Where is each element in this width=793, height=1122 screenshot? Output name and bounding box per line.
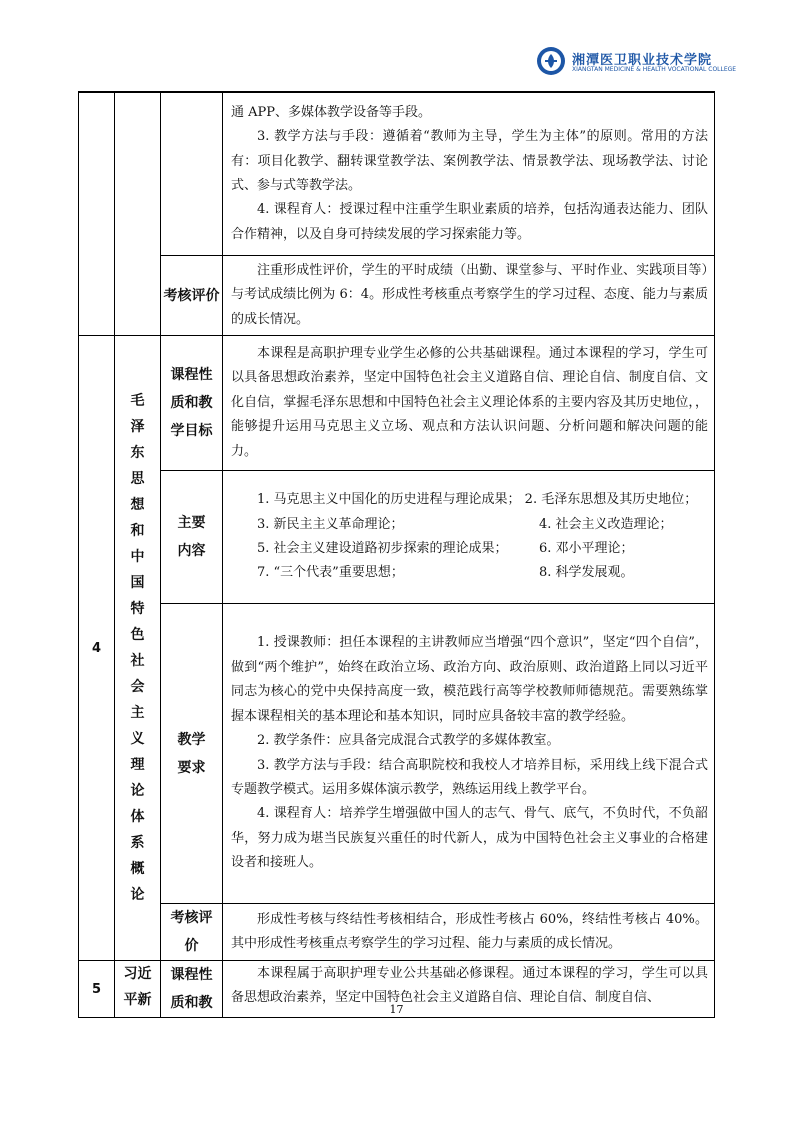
paragraph: 4. 课程育人：授课过程中注重学生职业素质的培养，包括沟通表达能力、团队合作精神，以及自身可持续发展的学习探索能力等。	[231, 202, 708, 242]
list-item: 6. 邓小平理论；	[539, 541, 634, 556]
list-item: 5. 社会主义建设道路初步探索的理论成果；	[257, 541, 508, 556]
paragraph: 注重形成性评价，学生的平时成绩（出勤、课堂参与、平时作业、实践项目等）与考试成绩比例为 6：4。形成性考核重点考察学生的学习过程、态度、能力与素质的成长情况。	[231, 262, 708, 327]
row-label: 考核评价	[161, 904, 223, 961]
list-item: 3. 新民主主义革命理论；	[257, 516, 404, 532]
row-label: 考核评价	[161, 256, 223, 336]
page-number: 17	[389, 1003, 404, 1016]
table-row	[79, 904, 715, 961]
paragraph: 形成性考核与终结性考核相结合，形成性考核占 60%，终结性考核占 40%。其中形成性考核重点考察学生的学习过程、能力与素质的成长情况。	[231, 911, 708, 951]
table-row	[79, 471, 715, 604]
course-cell	[115, 92, 161, 336]
paragraph: 4. 课程育人：培养学生增强做中国人的志气、骨气、底气，不负时代，不负韶华，努力成为堪当民族复兴重任的时代新人，成为中国特色社会主义事业的合格建设者和接班人。	[231, 806, 708, 871]
content-cell	[223, 256, 715, 336]
school-seal-icon	[536, 46, 566, 76]
course-name: 习近平新	[115, 961, 161, 1018]
content-cell	[223, 336, 715, 471]
table-row	[79, 604, 715, 904]
row-label: 课程性质和教	[161, 961, 223, 1018]
course-name: 毛泽东思想和中国特色社会主义理论体系概论	[115, 336, 161, 961]
row-index: 5	[79, 961, 115, 1018]
table-row	[79, 256, 715, 336]
row-index: 4	[79, 336, 115, 961]
school-name-cn: 湘潭医卫职业技术学院	[572, 53, 713, 68]
index-cell	[79, 92, 115, 336]
paragraph: 本课程属于高职护理专业公共基础必修课程。通过本课程的学习，学生可以具备思想政治素养，坚定中国特色社会主义道路自信、理论自信、制度自信、	[231, 966, 708, 1006]
school-name-en: XIANGTAN MEDICINE & HEALTH VOCATIONAL COLLEGE	[572, 66, 737, 73]
list-item: 4. 社会主义改造理论；	[539, 516, 673, 532]
row-label: 主要内容	[161, 471, 223, 604]
paragraph: 3. 教学方法与手段：遵循着“教师为主导，学生为主体”的原则。常用的方法有：项目化教学、翻转课堂教学法、案例教学法、情景教学法、现场教学法、讨论式、参与式等教学法。	[231, 129, 708, 193]
list-item: 7. “三个代表”重要思想；	[257, 565, 404, 581]
content-cell	[223, 604, 715, 904]
list-item: 1. 马克思主义中国化的历史进程与理论成果； 2. 毛泽东思想及其历史地位；	[257, 492, 698, 508]
row-label: 教学要求	[161, 604, 223, 904]
content-cell	[223, 92, 715, 256]
row-label: 课程性质和教学目标	[161, 336, 223, 471]
paragraph: 本课程是高职护理专业学生必修的公共基础课程。通过本课程的学习，学生可以具备思想政治素养，坚定中国特色社会主义道路自信、理论自信、制度自信、文化自信，掌握毛泽东思想和中国特色社会主义理论体系的主要内容及其历史地位，，能够提升运用马克思主义立场、观点和方法认识问题、分析问题和解决问题的能力。	[231, 345, 708, 459]
list-item: 8. 科学发展观。	[539, 565, 634, 581]
content-cell	[223, 904, 715, 961]
content-cell	[223, 471, 715, 604]
paragraph: 3. 教学方法与手段：结合高职院校和我校人才培养目标，采用线上线下混合式专题教学模式。运用多媒体演示教学，熟练运用线上教学平台。	[231, 757, 708, 797]
content-grid	[231, 513, 708, 586]
curriculum-table	[78, 91, 715, 1018]
paragraph: 2. 教学条件：应具备完成混合式教学的多媒体教室。	[257, 733, 560, 749]
paragraph: 1. 授课教师：担任本课程的主讲教师应当增强“四个意识”，坚定“四个自信”，做到“两个维护”，始终在政治立场、政治方向、政治原则、政治道路上同以习近平同志为核心的党中央保持高度一致，模范践行高等学校教师师德规范。需要熟练掌握本课程相关的基本理论和基本知识，同时应具备较丰富的教学经验。	[231, 635, 708, 724]
school-logo	[536, 46, 736, 82]
table-row	[79, 92, 715, 256]
label-cell	[161, 92, 223, 256]
table-row	[79, 336, 715, 471]
paragraph: 通 APP、多媒体教学设备等手段。	[231, 104, 432, 120]
